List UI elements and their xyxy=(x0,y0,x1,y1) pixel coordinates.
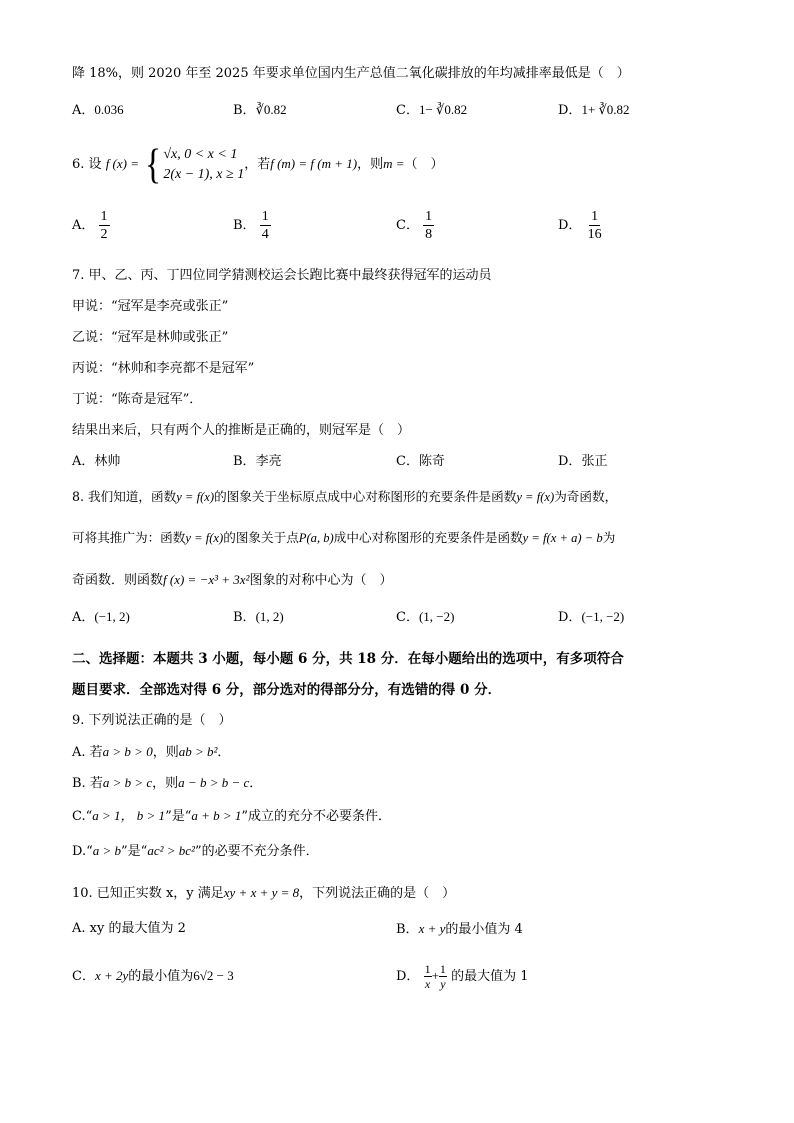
q8-option-d: D．(−1, −2) xyxy=(558,609,625,625)
q5-option-d: D．1+ ∛0.82 xyxy=(558,102,630,118)
q6-option-c: C． $\frac{1}{8}$ xyxy=(396,209,433,242)
q10-stem: 10. 已知正实数 x，y 满足xy + x + y = 8，下列说法正确的是（ ） xyxy=(72,885,456,901)
q9-option-b: B. 若a > b > c，则a − b > b − c． xyxy=(72,775,263,791)
q6-option-d: D． $\frac{1}{16}$ xyxy=(558,209,602,242)
q6-option-a: A． $\frac{1}{2}$ xyxy=(72,209,108,242)
fraction: $\frac{1}{x}$ xyxy=(424,962,431,991)
fraction: $\frac{1}{8}$ xyxy=(425,209,433,242)
q7-question: 结果出来后，只有两个人的推断是正确的，则冠军是（ ） xyxy=(72,423,411,438)
q5-option-a: A．0.036 xyxy=(72,102,124,118)
fraction: $\frac{1}{y}$ xyxy=(439,962,446,991)
q7-statement: 丁说：“陈奇是冠军”． xyxy=(72,392,203,407)
q7-option-a: A．林帅 xyxy=(72,454,121,469)
q6-option-b: B． $\frac{1}{4}$ xyxy=(233,209,269,242)
q8-line-1: 8. 我们知道，函数y = f(x)的图象关于坐标原点成中心对称图形的充要条件是函数y = f(x)为奇函数， xyxy=(72,489,618,504)
q9-option-c: C.“a > 1， b > 1”是“a + b > 1”成立的充分不必要条件． xyxy=(72,808,392,824)
q7-option-d: D．张正 xyxy=(558,454,608,469)
fraction: $\frac{1}{16}$ xyxy=(587,209,602,242)
q8-option-b: B．(1, 2) xyxy=(233,609,284,625)
q7-option-b: B．李亮 xyxy=(233,454,282,469)
piecewise-brace: { xyxy=(145,141,162,188)
q7-statement: 丙说：“林帅和李亮都不是冠军” xyxy=(72,361,255,376)
q10-option-c: C．x + 2y的最小值为6√2 − 3 xyxy=(72,968,234,984)
q8-line-2: 可将其推广为：函数y = f(x)的图象关于点P(a, b)成中心对称图形的充要条件是函数y = f(x + a) − b为 xyxy=(72,530,616,545)
q10-option-b: B．x + y的最小值为 4 xyxy=(396,921,523,937)
q8-option-a: A．(−1, 2) xyxy=(72,609,130,625)
fraction: $\frac{1}{4}$ xyxy=(261,209,269,242)
q8-option-c: C．(1, −2) xyxy=(396,609,455,625)
piecewise-cases: √x, 0 < x < 1 2(x − 1), x ≥ 1 xyxy=(163,146,245,182)
q7-statement: 乙说：“冠军是林帅或张正” xyxy=(72,330,229,345)
q10-option-a: A. xy 的最大值为 2 xyxy=(72,921,186,936)
fraction: $\frac{1}{2}$ xyxy=(100,209,108,242)
section-heading-cont: 题目要求．全部选对得 6 分，部分选对的得部分分，有选错的得 0 分． xyxy=(72,682,502,698)
q5-stem-tail: 降 18%，则 2020 年至 2025 年要求单位国内生产总值二氧化碳排放的年均减排率最低是（ ） xyxy=(72,66,630,81)
q5-option-b: B．∛0.82 xyxy=(233,102,287,118)
q10-option-d: D． $\frac{1}{x}$ + $\frac{1}{y}$ 的最大值为 1 xyxy=(396,962,529,991)
q5-option-c: C．1− ∛0.82 xyxy=(396,102,468,118)
q9-option-d: D.“a > b”是“ac² > bc²”的必要不充分条件． xyxy=(72,843,319,859)
q7-option-c: C．陈奇 xyxy=(396,454,445,469)
q7-stem: 7. 甲、乙、丙、丁四位同学猜测校运会长跑比赛中最终获得冠军的运动员 xyxy=(72,268,492,283)
q9-option-a: A. 若a > b > 0，则ab > b²． xyxy=(72,744,231,760)
q6-stem: 6. 设 f (x) = { √x, 0 < x < 1 2(x − 1), x ≥ 1 ，若f (m) = f (m + 1)，则m =（ ） xyxy=(72,141,444,188)
q7-statement: 甲说：“冠军是李亮或张正” xyxy=(72,299,229,314)
q8-line-3: 奇函数．则函数f (x) = −x³ + 3x²图象的对称中心为（ ） xyxy=(72,572,393,588)
section-heading: 二、选择题：本题共 3 小题，每小题 6 分，共 18 分．在每小题给出的选项中，有多项符合 xyxy=(72,651,624,667)
q9-stem: 9. 下列说法正确的是（ ） xyxy=(72,713,232,728)
